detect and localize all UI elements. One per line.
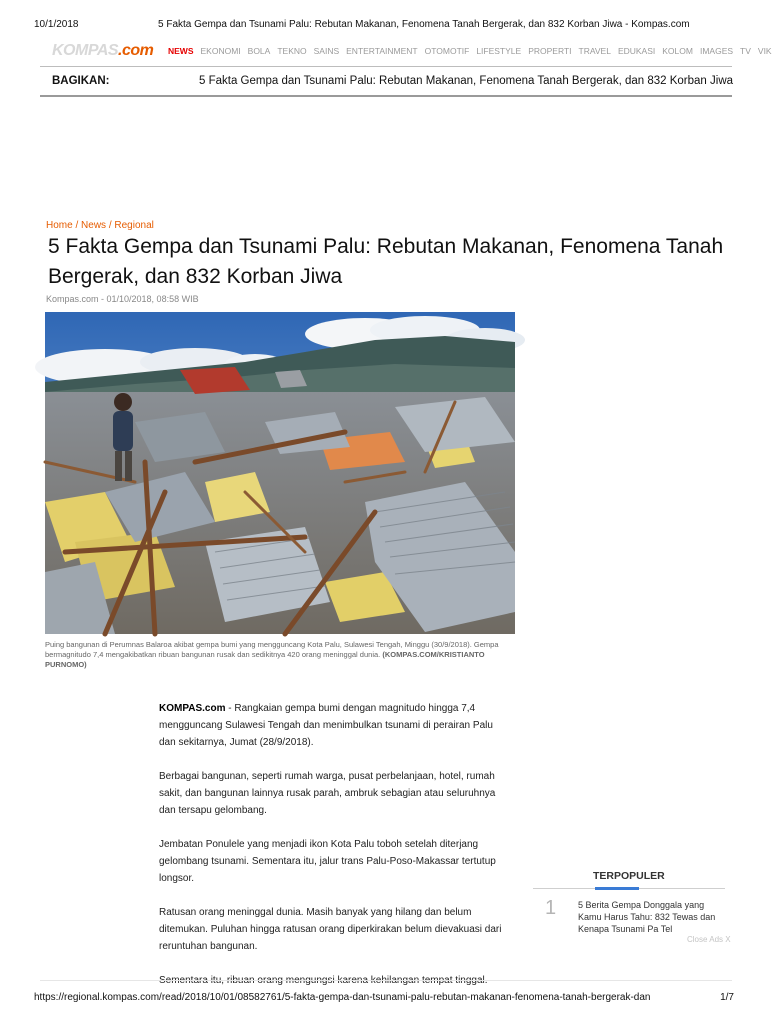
article-paragraph: Berbagai bangunan, seperti rumah warga, pusat perbelanjaan, hotel, rumah sakit, dan bangunan lainnya rusak parah, ambruk sebagian atau seluruhnya dan tersapu gelombang. (159, 771, 496, 816)
nav-item-vik[interactable]: VIK (757, 46, 772, 56)
article-paragraph: Jembatan Ponulele yang menjadi ikon Kota Palu toboh setelah diterjang gelombang tsunami. Sementara itu, jalur trans Palu-Poso-Makassar tertutup longsor. (159, 839, 496, 884)
popular-title: TERPOPULER (593, 870, 665, 882)
print-page-title: 5 Fakta Gempa dan Tsunami Palu: Rebutan Makanan, Fenomena Tanah Bergerak, dan 832 Korban Jiwa - Kompas.com (158, 19, 690, 30)
article-meta: Kompas.com - 01/10/2018, 08:58 WIB (46, 294, 199, 304)
popular-title-divider (533, 888, 725, 889)
nav-item-entertainment[interactable]: ENTERTAINMENT (346, 46, 418, 56)
popular-item-title[interactable]: 5 Berita Gempa Donggala yang Kamu Harus Tahu: 832 Tewas dan Kenapa Tsunami Pa Tel (578, 900, 716, 934)
nav-item-kolom[interactable]: KOLOM (662, 46, 693, 56)
article-lead-paragraph (159, 700, 511, 751)
share-bar-title: 5 Fakta Gempa dan Tsunami Palu: Rebutan Makanan, Fenomena Tanah Bergerak, dan 832 Korban Jiwa (199, 75, 734, 87)
nav-item-otomotif[interactable]: OTOMOTIF (424, 46, 470, 56)
print-url: https://regional.kompas.com/read/2018/10/01/08582761/5-fakta-gempa-dan-tsunami-palu-rebutan-makanan-fenomena-tanah-bergerak-dan (34, 992, 651, 1003)
nav-item-sains[interactable]: SAINS (313, 46, 340, 56)
share-label: BAGIKAN: (52, 75, 110, 87)
nav-item-bola[interactable]: BOLA (247, 46, 271, 56)
breadcrumb-regional[interactable]: Regional (114, 220, 154, 231)
footer-divider (40, 980, 732, 981)
nav-item-travel[interactable]: TRAVEL (578, 46, 611, 56)
nav-item-properti[interactable]: PROPERTI (528, 46, 572, 56)
print-page-number: 1/7 (720, 992, 734, 1003)
breadcrumb-separator: / (72, 220, 82, 231)
category-menu (168, 46, 772, 56)
share-bar (40, 67, 732, 97)
nav-item-news[interactable]: NEWS (168, 46, 194, 56)
article-headline: 5 Fakta Gempa dan Tsunami Palu: Rebutan Makanan, Fenomena Tanah Bergerak, dan 832 Korban Jiwa (48, 235, 724, 288)
kompas-logo[interactable] (52, 42, 153, 60)
nav-item-images[interactable]: IMAGES (699, 46, 734, 56)
nav-item-ekonomi[interactable]: EKONOMI (200, 46, 241, 56)
top-navigation (52, 40, 772, 66)
article-source: KOMPAS.com (159, 703, 226, 714)
popular-title-accent (595, 887, 639, 890)
breadcrumb-home[interactable]: Home (46, 220, 73, 231)
breadcrumb-separator: / (106, 220, 115, 231)
article-body (159, 700, 511, 1006)
article-lead-text: - Rangkaian gempa bumi dengan magnitudo hingga 7,4 mengguncang Sulawesi Tengah dan menimbulkan tsunami di perairan Palu dan sekitarnya, Jumat (28/9/2018). (159, 703, 493, 748)
article-paragraph: Ratusan orang meninggal dunia. Masih banyak yang hilang dan belum ditemukan. Puluhan hingga ratusan orang diperkirakan belum dievakuasi dari reruntuhan bangunan. (159, 907, 502, 952)
photo-caption (45, 640, 515, 670)
caption-credit: (KOMPAS.COM/KRISTIANTO PURNOMO) (45, 650, 485, 669)
print-date: 10/1/2018 (34, 19, 79, 30)
breadcrumb (46, 220, 154, 231)
nav-item-lifestyle[interactable]: LIFESTYLE (476, 46, 522, 56)
nav-item-edukasi[interactable]: EDUKASI (617, 46, 656, 56)
logo-main: KOMPAS (52, 42, 119, 59)
breadcrumb-news[interactable]: News (81, 220, 107, 231)
caption-text: Puing bangunan di Perumnas Balaroa akibat gempa bumi yang mengguncang Kota Palu, Sulawesi Tengah, Minggu (30/9/2018). Gempa bermagnitudo 7,4 mengakibatkan ribuan bangunan rusak dan sedikitnya 420 orang meninggal dunia. (45, 640, 499, 659)
article-photo (45, 312, 515, 634)
popular-rank: 1 (545, 897, 557, 919)
nav-item-tv[interactable]: TV (740, 46, 751, 56)
nav-item-tekno[interactable]: TEKNO (277, 46, 307, 56)
logo-suffix: .com (118, 42, 154, 59)
close-ads-button[interactable]: Close Ads X (687, 935, 731, 944)
